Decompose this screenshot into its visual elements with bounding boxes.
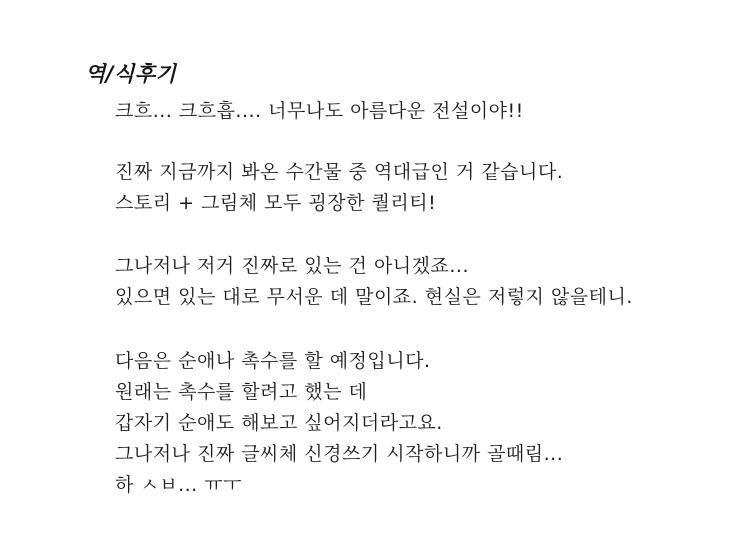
review-line: 스토리 + 그림체 모두 굉장한 퀄리티! <box>115 192 437 214</box>
review-title: 역/식후기 <box>85 62 177 86</box>
review-line: 있으면 있는 대로 무서운 데 말이죠. 현실은 저렇지 않을테니. <box>115 286 633 308</box>
review-line: 그나저나 진짜 글씨체 신경쓰기 시작하니까 골때림... <box>115 443 564 465</box>
review-line: 하 ㅅㅂ... ㅠㅜ <box>115 474 242 496</box>
paragraph-4 <box>115 346 563 501</box>
review-line: 진짜 지금까지 봐온 수간물 중 역대급인 거 같습니다. <box>115 161 564 183</box>
review-line: 갑자기 순애도 해보고 싶어지더라고요. <box>115 412 443 434</box>
review-line: 그나저나 저거 진짜로 있는 건 아니겠죠... <box>115 255 469 277</box>
review-line: 크흐... 크흐흡.... 너무나도 아름다운 전설이야!! <box>115 100 524 122</box>
review-line: 다음은 순애나 촉수를 할 예정입니다. <box>115 350 431 372</box>
paragraph-3 <box>115 251 633 313</box>
review-line: 원래는 촉수를 할려고 했는 데 <box>115 381 368 403</box>
paragraph-1 <box>115 96 524 127</box>
paragraph-2 <box>115 157 563 219</box>
